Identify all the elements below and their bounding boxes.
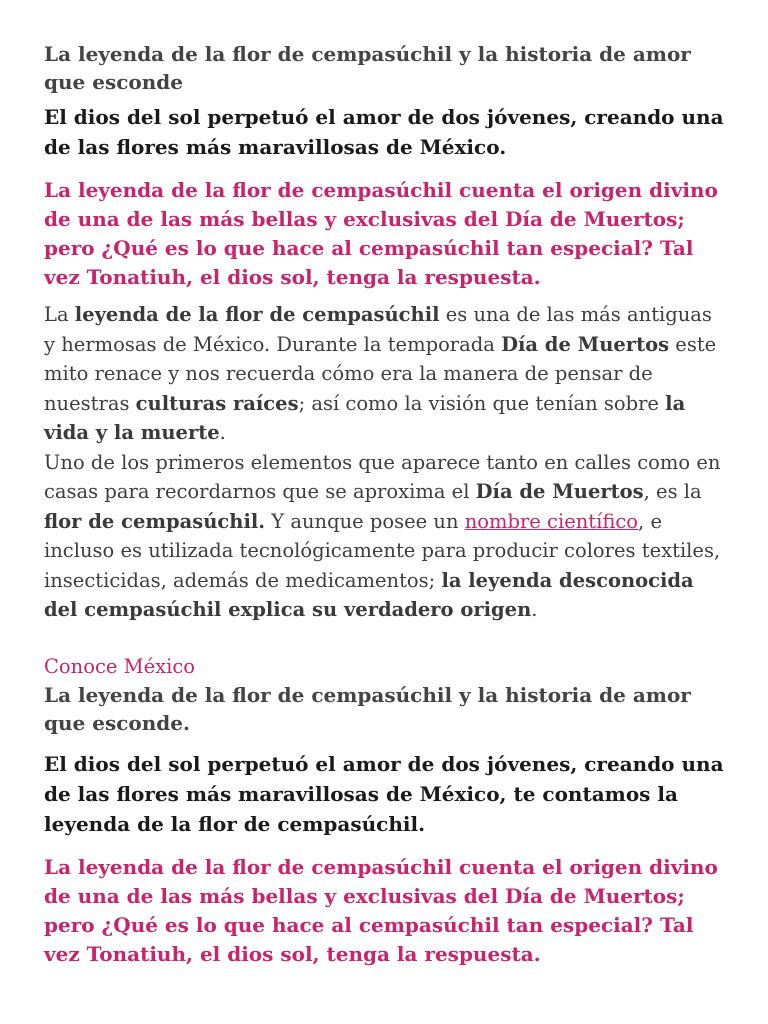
paragraph-elements: Uno de los primeros elementos que aparece tanto en calles como en casas para recordarnos que se aproxima el Día de Muertos, es la flor de cempasúchil. Y aunque posee un nombre científico, e incluso es utilizada tecnológicamente para producir colores textiles, insecticidas, además de medicamentos; la leyenda desconocida del cempasúchil explica su verdadero origen. (44, 450, 721, 621)
article-subtitle-2: El dios del sol perpetuó el amor de dos jóvenes, creando una de las flores más maravillosas de México, te contamos la leyenda de la flor de cempasúchil. (44, 751, 724, 836)
article-subtitle: El dios del sol perpetuó el amor de dos jóvenes, creando una de las flores más maravillosas de México. (44, 105, 724, 159)
article-lead: La leyenda de la flor de cempasúchil cuenta el origen divino de una de las más bellas y exclusivas del Día de Muertos; pero ¿Qué es lo que hace al cempasúchil tan especial? Tal vez Tonatiuh, el dios sol, tenga la respuesta. (44, 178, 718, 289)
section-label[interactable]: Conoce México (44, 654, 196, 678)
article-title: La leyenda de la flor de cempasúchil y la historia de amor que esconde (44, 42, 691, 94)
scientific-name-link[interactable]: nombre científico (464, 509, 639, 533)
paragraph-intro: La leyenda de la flor de cempasúchil es una de las más antiguas y hermosas de México. Durante la temporada Día de Muertos este mito renace y nos recuerda cómo era la manera de pensar de nuestras culturas raíces; así como la visión que tenían sobre la vida y la muerte. (44, 303, 717, 444)
article-lead-2: La leyenda de la flor de cempasúchil cuenta el origen divino de una de las más bellas y exclusivas del Día de Muertos; pero ¿Qué es lo que hace al cempasúchil tan especial? Tal vez Tonatiuh, el dios sol, tenga la respuesta. (44, 854, 718, 966)
article-title-2: La leyenda de la flor de cempasúchil y la historia de amor que esconde. (44, 682, 691, 735)
